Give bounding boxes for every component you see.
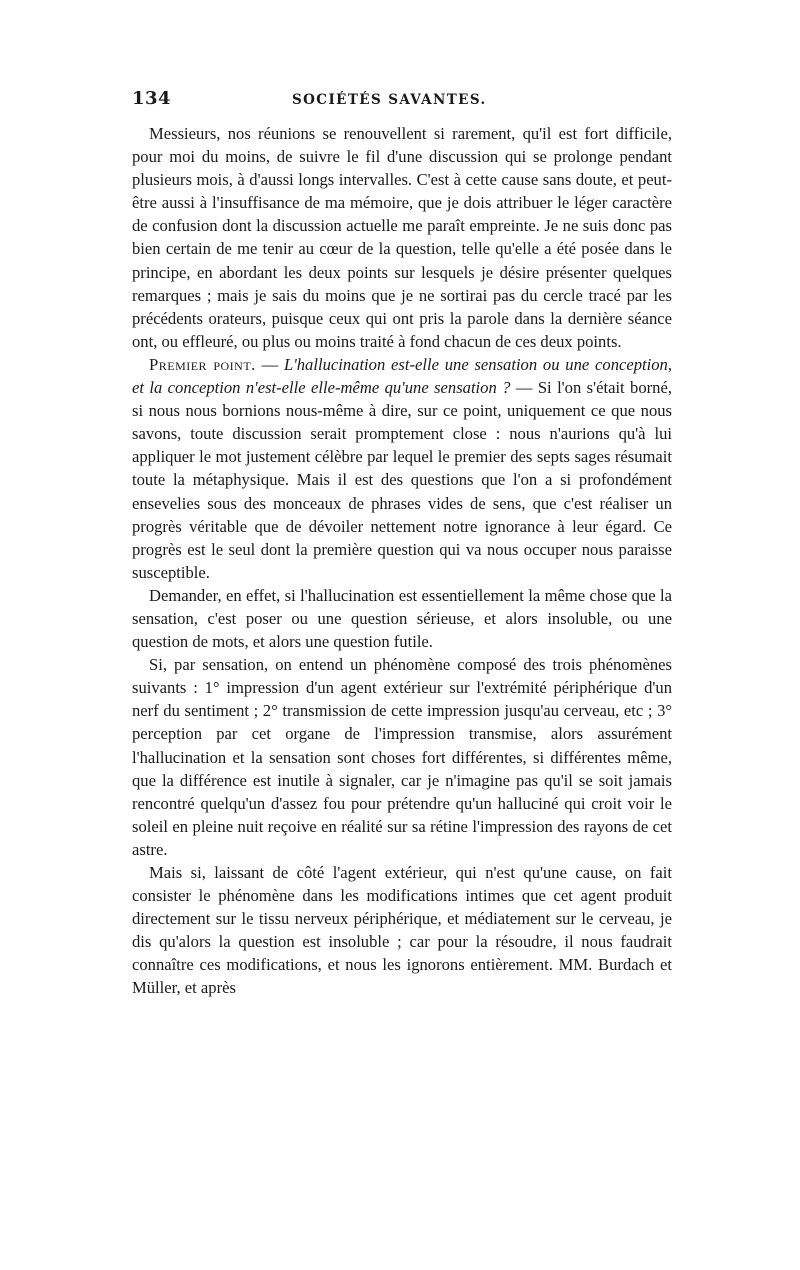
running-title: SOCIÉTÉS SAVANTES. [292, 92, 487, 108]
paragraph-5: Mais si, laissant de côté l'agent extérieur, qui n'est qu'une cause, on fait consister le phénomène dans les modifications intimes que cet agent produit directement sur le tissu nerveux périphérique, et médiatement sur le cerveau, je dis qu'alors la question est insoluble ; car pour la résoudre, il nous faudrait connaître ces modifications, et nous les ignorons entièrement. MM. Burdach et Müller, et après [132, 863, 672, 998]
section-label: Premier point. [149, 354, 256, 374]
page-number: 134 [132, 88, 172, 109]
paragraph-3: Demander, en effet, si l'hallucination est essentiellement la même chose que la sensation, c'est poser ou une question sérieuse, et alors insoluble, ou une question de mots, et alors une question futile. [132, 585, 672, 652]
section-question: L'hallucination est-elle une sensation ou une conception, et la conception n'est-elle elle-même qu'une sensation ? [132, 354, 672, 398]
paragraph-2 [132, 353, 672, 584]
body-text [132, 122, 672, 1000]
page-header [132, 88, 672, 118]
paragraph-1: Messieurs, nos réunions se renouvellent si rarement, qu'il est fort difficile, pour moi du moins, de suivre le fil d'une discussion qui se prolonge pendant plusieurs mois, à d'aussi longs intervalles. C'est à cette cause sans doute, et peut-être aussi à l'insuffisance de ma mémoire, que je dois attribuer le léger caractère de confusion dont la discussion actuelle me paraît empreinte. Je ne suis donc pas bien certain de me tenir au cœur de la question, telle qu'elle a été posée dans le principe, en abordant les deux points sur lesquels je désire présenter quelques remarques ; mais je sais du moins que je ne sortirai pas du cercle tracé par les précédents orateurs, puisque ceux qui ont pris la parole dans la dernière séance ont, ou effleuré, ou plus ou moins traité à fond chacun de ces deux points. [132, 124, 672, 351]
book-page [132, 88, 672, 1000]
paragraph-4: Si, par sensation, on entend un phénomène composé des trois phénomènes suivants : 1° impression d'un agent extérieur sur l'extrémité périphérique d'un nerf du sentiment ; 2° transmission de cette impression jusqu'au cerveau, etc ; 3° perception par cet organe de l'impression transmise, alors assurément l'hallucination et la sensation sont choses fort différentes, si différentes même, que la différence est inutile à signaler, car je n'imagine pas qu'il se soit jamais rencontré quelqu'un d'assez fou pour prétendre qu'un halluciné qui croit voir le soleil en pleine nuit reçoive en réalité sur sa rétine l'impression des rayons de cet astre. [132, 655, 672, 859]
section-dash: — [255, 354, 284, 374]
paragraph-2-text: — Si l'on s'était borné, si nous nous bornions nous-même à dire, sur ce point, uniquement ce que nous savons, toute discussion serait promptement close : nous n'aurions qu'à lui appliquer le mot justement célèbre par lequel le premier des septs sages résumait toute la métaphysique. Mais il est des questions que l'on a si profondément ensevelies sous des monceaux de phrases vides de sens, que c'est réaliser un progrès véritable que de dévoiler nettement notre ignorance à leur égard. Ce progrès est le seul dont la première question qui va nous occuper nous paraisse susceptible. [132, 378, 672, 582]
